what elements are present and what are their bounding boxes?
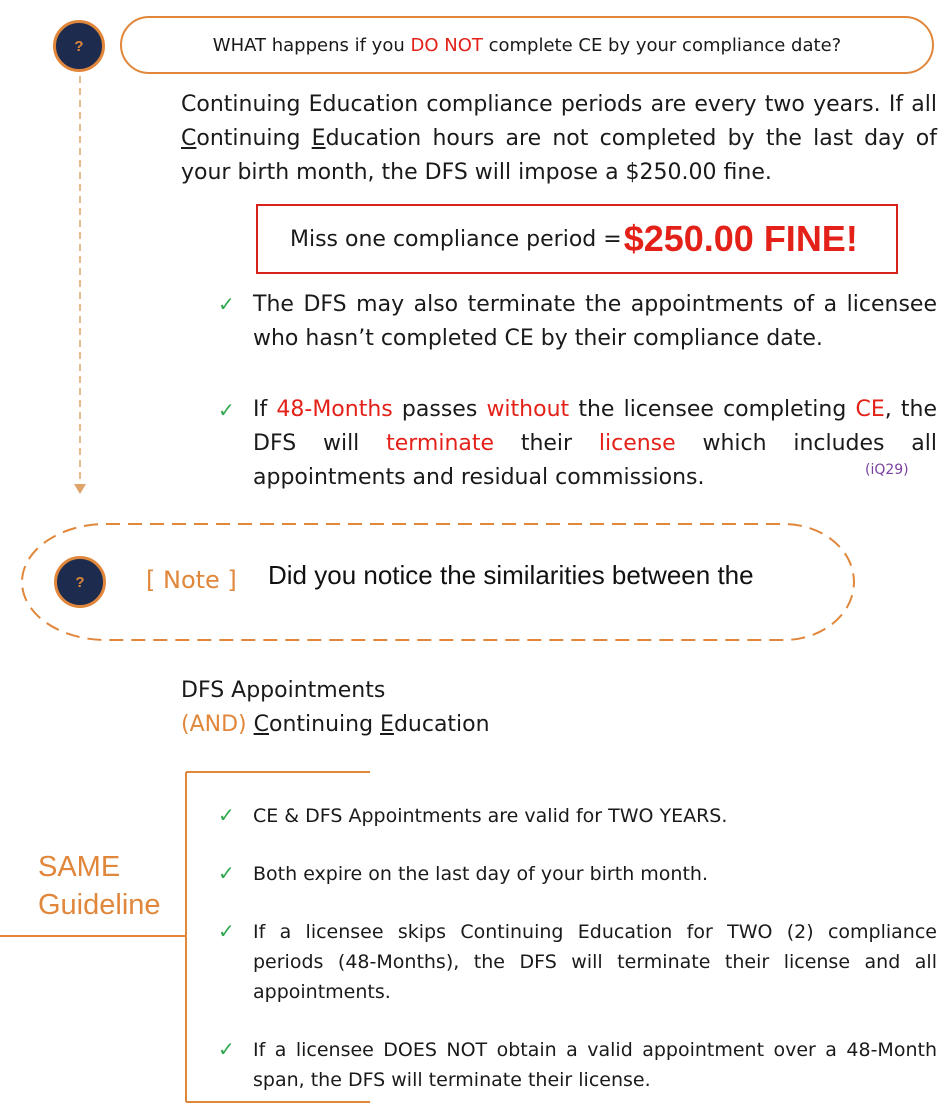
appointments-heading-line1: DFS Appointments	[181, 678, 386, 703]
bullet-48-months: If 48-Months passes without the licensee completing CE, the DFS will terminate their license which includes all appointments and residual commissions.	[253, 397, 937, 490]
note-question-icon: ?	[54, 556, 106, 608]
bullet-terminate-appointments: The DFS may also terminate the appointments of a licensee who hasn’t completed CE by their compliance date.	[253, 292, 937, 351]
arrow-down-icon	[74, 484, 86, 494]
check-icon: ✓	[218, 398, 235, 422]
same-guideline-label	[38, 848, 161, 924]
guideline-item: Both expire on the last day of your birth month.	[253, 863, 708, 885]
same-guideline-line1: SAME	[38, 851, 121, 883]
paragraph-c-letter: C	[181, 126, 197, 151]
check-icon: ✓	[218, 861, 235, 885]
guideline-item: CE & DFS Appointments are valid for TWO YEARS.	[253, 805, 728, 827]
note-label: [ Note ]	[146, 566, 237, 594]
paragraph-e-letter: E	[311, 126, 326, 151]
question-icon: ?	[53, 20, 105, 72]
appointments-heading-line2: (AND) Continuing Education	[181, 712, 490, 737]
compliance-paragraph	[181, 88, 937, 190]
paragraph-text-2: ontinuing	[196, 126, 312, 151]
paragraph-text-3: ducation hours are not completed by the last day of your birth month, the DFS will impose a $250.00 fine.	[181, 126, 937, 185]
check-icon: ✓	[218, 919, 235, 943]
check-icon: ✓	[218, 1037, 235, 1061]
reference-code: (iQ29)	[865, 462, 909, 478]
fine-label: Miss one compliance period =	[290, 226, 622, 252]
guideline-item: If a licensee DOES NOT obtain a valid appointment over a 48-Month span, the DFS will terminate their license.	[253, 1039, 937, 1091]
fine-amount: $250.00 FINE!	[623, 218, 858, 259]
question-banner	[120, 16, 934, 74]
question-text-1: WHAT happens if you	[212, 34, 411, 56]
fine-box	[256, 204, 898, 274]
question-highlight: DO NOT	[410, 34, 483, 56]
paragraph-text-1: Continuing Education compliance periods are every two years. If all	[181, 92, 937, 117]
question-text-2: complete CE by your compliance date?	[482, 34, 842, 56]
same-guideline-line2: Guideline	[38, 889, 161, 921]
check-icon: ✓	[218, 292, 235, 316]
appointments-heading	[181, 674, 490, 742]
guideline-item: If a licensee skips Continuing Education for TWO (2) compliance periods (48-Months), the DFS will terminate their license and all appointments.	[253, 921, 937, 1003]
dashed-connector	[70, 76, 90, 498]
note-text: Did you notice the similarities between the	[268, 560, 754, 590]
check-icon: ✓	[218, 803, 235, 827]
